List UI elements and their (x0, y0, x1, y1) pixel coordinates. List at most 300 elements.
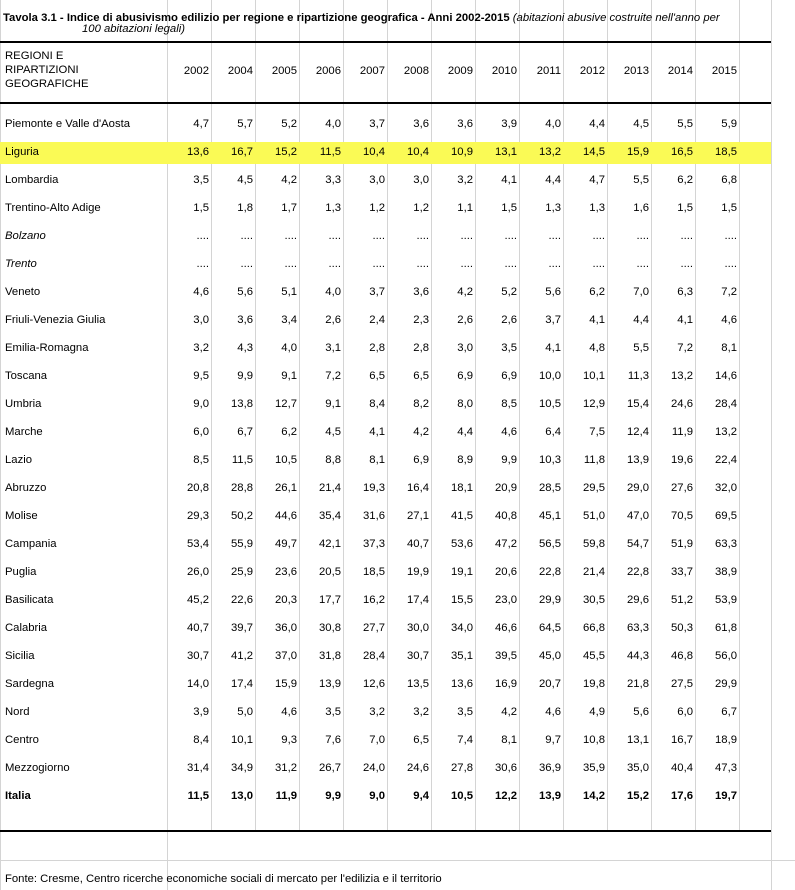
value-cell: 4,6 (501, 426, 517, 438)
value-cell: 8,9 (457, 454, 473, 466)
value-cell: 29,0 (627, 482, 649, 494)
value-cell: 2,8 (369, 342, 385, 354)
value-cell: 4,0 (325, 118, 341, 130)
value-cell: 53,6 (451, 538, 473, 550)
region-name: Bolzano (5, 230, 46, 242)
value-cell: 5,2 (281, 118, 297, 130)
value-cell: 9,0 (369, 790, 385, 802)
value-cell: 8,8 (325, 454, 341, 466)
value-cell: 3,5 (501, 342, 517, 354)
year-header-cell: 2012 (579, 65, 605, 77)
value-cell: 26,1 (275, 482, 297, 494)
value-cell: 24,6 (671, 398, 693, 410)
value-cell: 15,9 (627, 146, 649, 158)
value-cell: 6,5 (413, 734, 429, 746)
value-cell: 12,2 (495, 790, 517, 802)
value-cell: 6,7 (237, 426, 253, 438)
value-cell: .... (460, 230, 473, 242)
value-cell: 66,8 (583, 622, 605, 634)
value-cell: 13,5 (407, 678, 429, 690)
value-cell: 3,9 (501, 118, 517, 130)
value-cell: 30,7 (187, 650, 209, 662)
source-note: Fonte: Cresme, Centro ricerche economiche sociali di mercato per l'edilizia e il territorio (5, 873, 442, 885)
year-header-cell: 2010 (491, 65, 517, 77)
header-top-rule (0, 41, 771, 43)
value-cell: 3,6 (413, 118, 429, 130)
value-cell: .... (592, 258, 605, 270)
value-cell: 47,0 (627, 510, 649, 522)
value-cell: 35,4 (319, 510, 341, 522)
value-cell: 6,9 (413, 454, 429, 466)
value-cell: 4,2 (281, 174, 297, 186)
value-cell: 13,1 (495, 146, 517, 158)
table-row (0, 678, 771, 706)
value-cell: 1,2 (413, 202, 429, 214)
value-cell: 17,7 (319, 594, 341, 606)
value-cell: 22,6 (231, 594, 253, 606)
table-title-main: Tavola 3.1 - Indice di abusivismo edilizio per regione e ripartizione geografica - Anni 2002-2015 (3, 12, 510, 24)
value-cell: 6,3 (677, 286, 693, 298)
value-cell: .... (636, 258, 649, 270)
value-cell: 2,8 (413, 342, 429, 354)
value-cell: 54,7 (627, 538, 649, 550)
value-cell: 3,5 (325, 706, 341, 718)
value-cell: 53,9 (715, 594, 737, 606)
table-row (0, 286, 771, 314)
value-cell: 6,8 (721, 174, 737, 186)
value-cell: 15,2 (275, 146, 297, 158)
value-cell: 10,9 (451, 146, 473, 158)
value-cell: 18,9 (715, 734, 737, 746)
value-cell: 21,4 (319, 482, 341, 494)
value-cell: 3,7 (369, 118, 385, 130)
value-cell: 15,2 (627, 790, 649, 802)
value-cell: 13,6 (187, 146, 209, 158)
value-cell: 70,5 (671, 510, 693, 522)
value-cell: 9,1 (325, 398, 341, 410)
value-cell: 39,7 (231, 622, 253, 634)
value-cell: 31,6 (363, 510, 385, 522)
value-cell: 3,6 (413, 286, 429, 298)
table-row (0, 482, 771, 510)
value-cell: 30,8 (319, 622, 341, 634)
value-cell: 6,4 (545, 426, 561, 438)
value-cell: 4,2 (457, 286, 473, 298)
value-cell: 14,5 (583, 146, 605, 158)
value-cell: 42,1 (319, 538, 341, 550)
table-row (0, 426, 771, 454)
value-cell: 30,6 (495, 762, 517, 774)
value-cell: 12,7 (275, 398, 297, 410)
header-label-line: REGIONI E (5, 50, 64, 62)
value-cell: 6,5 (369, 370, 385, 382)
value-cell: 2,4 (369, 314, 385, 326)
value-cell: 15,4 (627, 398, 649, 410)
value-cell: 4,1 (677, 314, 693, 326)
value-cell: 9,9 (237, 370, 253, 382)
value-cell: 17,4 (407, 594, 429, 606)
value-cell: 9,3 (281, 734, 297, 746)
value-cell: 13,9 (627, 454, 649, 466)
value-cell: 11,5 (231, 454, 253, 466)
region-name: Toscana (5, 370, 48, 382)
value-cell: .... (460, 258, 473, 270)
value-cell: 16,2 (363, 594, 385, 606)
value-cell: 11,9 (671, 426, 693, 438)
value-cell: 30,5 (583, 594, 605, 606)
value-cell: 13,2 (671, 370, 693, 382)
value-cell: 69,5 (715, 510, 737, 522)
value-cell: 3,1 (325, 342, 341, 354)
value-cell: 33,7 (671, 566, 693, 578)
region-column-header (5, 49, 165, 91)
value-cell: 3,0 (193, 314, 209, 326)
value-cell: 1,7 (281, 202, 297, 214)
value-cell: 4,0 (281, 342, 297, 354)
value-cell: 10,5 (539, 398, 561, 410)
value-cell: 44,6 (275, 510, 297, 522)
value-cell: 9,9 (325, 790, 341, 802)
region-name: Trento (5, 258, 37, 270)
value-cell: 3,5 (193, 174, 209, 186)
value-cell: 10,5 (275, 454, 297, 466)
value-cell: 10,1 (231, 734, 253, 746)
year-header-cell: 2005 (271, 65, 297, 77)
value-cell: 6,0 (193, 426, 209, 438)
value-cell: 24,0 (363, 762, 385, 774)
region-name: Piemonte e Valle d'Aosta (5, 118, 131, 130)
value-cell: 3,6 (457, 118, 473, 130)
value-cell: 4,6 (281, 706, 297, 718)
value-cell: 50,3 (671, 622, 693, 634)
value-cell: 5,6 (633, 706, 649, 718)
value-cell: 4,1 (501, 174, 517, 186)
value-cell: 20,7 (539, 678, 561, 690)
table-row (0, 174, 771, 202)
value-cell: 21,4 (583, 566, 605, 578)
region-name: Calabria (5, 622, 48, 634)
value-cell: 8,1 (721, 342, 737, 354)
header-label-line: GEOGRAFICHE (5, 78, 89, 90)
region-name: Emilia-Romagna (5, 342, 89, 354)
value-cell: 4,3 (237, 342, 253, 354)
value-cell: 8,5 (193, 454, 209, 466)
value-cell: 7,4 (457, 734, 473, 746)
value-cell: 22,8 (539, 566, 561, 578)
value-cell: 2,3 (413, 314, 429, 326)
value-cell: 14,6 (715, 370, 737, 382)
value-cell: 7,6 (325, 734, 341, 746)
value-cell: 7,0 (633, 286, 649, 298)
value-cell: 4,5 (237, 174, 253, 186)
value-cell: 9,1 (281, 370, 297, 382)
value-cell: 6,0 (677, 706, 693, 718)
value-cell: 11,8 (583, 454, 605, 466)
value-cell: 5,6 (237, 286, 253, 298)
value-cell: 12,4 (627, 426, 649, 438)
value-cell: 27,8 (451, 762, 473, 774)
region-name: Veneto (5, 286, 41, 298)
value-cell: .... (240, 258, 253, 270)
value-cell: 35,9 (583, 762, 605, 774)
value-cell: 29,6 (627, 594, 649, 606)
value-cell: 14,0 (187, 678, 209, 690)
value-cell: 46,6 (495, 622, 517, 634)
value-cell: .... (504, 258, 517, 270)
value-cell: 7,5 (589, 426, 605, 438)
value-cell: 18,1 (451, 482, 473, 494)
value-cell: 4,0 (325, 286, 341, 298)
table-row (0, 258, 771, 286)
value-cell: 15,9 (275, 678, 297, 690)
value-cell: 7,0 (369, 734, 385, 746)
region-name: Molise (5, 510, 38, 522)
value-cell: 4,5 (325, 426, 341, 438)
table-row (0, 230, 771, 258)
value-cell: 47,3 (715, 762, 737, 774)
value-cell: 11,5 (319, 146, 341, 158)
value-cell: 11,5 (187, 790, 209, 802)
value-cell: .... (372, 258, 385, 270)
value-cell: 4,7 (589, 174, 605, 186)
value-cell: .... (680, 258, 693, 270)
value-cell: .... (284, 230, 297, 242)
value-cell: 3,4 (281, 314, 297, 326)
value-cell: 1,2 (369, 202, 385, 214)
value-cell: 3,7 (369, 286, 385, 298)
value-cell: 7,2 (677, 342, 693, 354)
value-cell: 34,0 (451, 622, 473, 634)
value-cell: 56,5 (539, 538, 561, 550)
value-cell: 20,3 (275, 594, 297, 606)
value-cell: 10,0 (539, 370, 561, 382)
value-cell: 64,5 (539, 622, 561, 634)
region-name: Lazio (5, 454, 33, 466)
value-cell: 45,1 (539, 510, 561, 522)
year-header-cell: 2004 (227, 65, 253, 77)
value-cell: 22,4 (715, 454, 737, 466)
value-cell: 29,9 (715, 678, 737, 690)
region-name: Sardegna (5, 678, 54, 690)
value-cell: 8,2 (413, 398, 429, 410)
value-cell: 13,6 (451, 678, 473, 690)
table-row (0, 650, 771, 678)
region-name: Lombardia (5, 174, 59, 186)
value-cell: 39,5 (495, 650, 517, 662)
value-cell: 4,2 (501, 706, 517, 718)
value-cell: 19,7 (715, 790, 737, 802)
value-cell: 13,9 (539, 790, 561, 802)
value-cell: 20,6 (495, 566, 517, 578)
table-row (0, 342, 771, 370)
year-header-cell: 2002 (183, 65, 209, 77)
value-cell: 40,7 (407, 538, 429, 550)
value-cell: 8,1 (369, 454, 385, 466)
region-name: Marche (5, 426, 43, 438)
region-name: Umbria (5, 398, 42, 410)
value-cell: .... (680, 230, 693, 242)
value-cell: 8,1 (501, 734, 517, 746)
value-cell: 12,6 (363, 678, 385, 690)
value-cell: 38,9 (715, 566, 737, 578)
value-cell: 11,3 (627, 370, 649, 382)
value-cell: 63,3 (715, 538, 737, 550)
value-cell: 4,4 (633, 314, 649, 326)
value-cell: 63,3 (627, 622, 649, 634)
value-cell: 36,0 (275, 622, 297, 634)
table-row (0, 594, 771, 622)
value-cell: 19,1 (451, 566, 473, 578)
value-cell: 35,0 (627, 762, 649, 774)
value-cell: 21,8 (627, 678, 649, 690)
value-cell: 1,5 (193, 202, 209, 214)
value-cell: 4,4 (545, 174, 561, 186)
value-cell: 20,8 (187, 482, 209, 494)
value-cell: 11,9 (275, 790, 297, 802)
value-cell: 6,2 (589, 286, 605, 298)
value-cell: 4,5 (633, 118, 649, 130)
region-name: Campania (5, 538, 57, 550)
value-cell: 53,4 (187, 538, 209, 550)
value-cell: 29,9 (539, 594, 561, 606)
table-row (0, 538, 771, 566)
year-header-cell: 2015 (711, 65, 737, 77)
value-cell: 3,5 (457, 706, 473, 718)
value-cell: 59,8 (583, 538, 605, 550)
value-cell: 45,5 (583, 650, 605, 662)
value-cell: 5,9 (721, 118, 737, 130)
value-cell: 6,9 (501, 370, 517, 382)
value-cell: 20,9 (495, 482, 517, 494)
value-cell: 50,2 (231, 510, 253, 522)
region-name: Italia (5, 790, 31, 802)
year-header-cell: 2007 (359, 65, 385, 77)
value-cell: 14,2 (583, 790, 605, 802)
value-cell: .... (328, 258, 341, 270)
value-cell: 4,7 (193, 118, 209, 130)
value-cell: 49,7 (275, 538, 297, 550)
table-row (0, 790, 771, 818)
value-cell: 55,9 (231, 538, 253, 550)
table-row (0, 370, 771, 398)
value-cell: 13,2 (715, 426, 737, 438)
value-cell: 26,0 (187, 566, 209, 578)
value-cell: 9,9 (501, 454, 517, 466)
value-cell: 1,1 (457, 202, 473, 214)
region-name: Sicilia (5, 650, 35, 662)
footer-rule (0, 860, 795, 861)
value-cell: 6,2 (677, 174, 693, 186)
value-cell: 9,0 (193, 398, 209, 410)
value-cell: 10,5 (451, 790, 473, 802)
table-row (0, 566, 771, 594)
value-cell: 28,8 (231, 482, 253, 494)
value-cell: 7,2 (721, 286, 737, 298)
value-cell: .... (548, 230, 561, 242)
value-cell: 6,7 (721, 706, 737, 718)
table-row (0, 622, 771, 650)
value-cell: 19,9 (407, 566, 429, 578)
value-cell: 28,4 (363, 650, 385, 662)
value-cell: 46,8 (671, 650, 693, 662)
value-cell: 28,5 (539, 482, 561, 494)
value-cell: 19,6 (671, 454, 693, 466)
value-cell: 13,8 (231, 398, 253, 410)
value-cell: 4,2 (413, 426, 429, 438)
value-cell: .... (416, 230, 429, 242)
value-cell: 45,0 (539, 650, 561, 662)
value-cell: 40,4 (671, 762, 693, 774)
value-cell: 10,8 (583, 734, 605, 746)
value-cell: 3,2 (369, 706, 385, 718)
value-cell: .... (504, 230, 517, 242)
value-cell: 5,2 (501, 286, 517, 298)
value-cell: 4,6 (193, 286, 209, 298)
value-cell: 4,9 (589, 706, 605, 718)
value-cell: 16,9 (495, 678, 517, 690)
value-cell: 24,6 (407, 762, 429, 774)
table-row (0, 510, 771, 538)
value-cell: 44,3 (627, 650, 649, 662)
value-cell: 51,9 (671, 538, 693, 550)
table-row (0, 314, 771, 342)
value-cell: .... (284, 258, 297, 270)
year-header-cell: 2008 (403, 65, 429, 77)
value-cell: 17,6 (671, 790, 693, 802)
value-cell: 13,2 (539, 146, 561, 158)
value-cell: .... (548, 258, 561, 270)
value-cell: 6,5 (413, 370, 429, 382)
value-cell: 45,2 (187, 594, 209, 606)
table-row (0, 202, 771, 230)
table-row (0, 762, 771, 790)
table-row (0, 734, 771, 762)
value-cell: 1,3 (325, 202, 341, 214)
value-cell: 27,7 (363, 622, 385, 634)
year-header-cell: 2014 (667, 65, 693, 77)
value-cell: 5,5 (633, 174, 649, 186)
value-cell: 3,2 (457, 174, 473, 186)
value-cell: 3,3 (325, 174, 341, 186)
value-cell: 6,2 (281, 426, 297, 438)
value-cell: 40,8 (495, 510, 517, 522)
region-name: Centro (5, 734, 39, 746)
value-cell: 2,6 (325, 314, 341, 326)
region-name: Mezzogiorno (5, 762, 70, 774)
value-cell: 36,9 (539, 762, 561, 774)
value-cell: 13,1 (627, 734, 649, 746)
value-cell: 5,1 (281, 286, 297, 298)
value-cell: 4,1 (369, 426, 385, 438)
header-bottom-rule (0, 102, 771, 104)
value-cell: 56,0 (715, 650, 737, 662)
value-cell: 1,3 (545, 202, 561, 214)
value-cell: 18,5 (363, 566, 385, 578)
value-cell: 1,5 (501, 202, 517, 214)
value-cell: .... (592, 230, 605, 242)
value-cell: .... (196, 258, 209, 270)
value-cell: 4,0 (545, 118, 561, 130)
value-cell: 2,6 (501, 314, 517, 326)
value-cell: 1,6 (633, 202, 649, 214)
value-cell: 22,8 (627, 566, 649, 578)
value-cell: 51,2 (671, 594, 693, 606)
value-cell: 4,1 (545, 342, 561, 354)
value-cell: 3,7 (545, 314, 561, 326)
table-row (0, 706, 771, 734)
value-cell: 10,4 (363, 146, 385, 158)
value-cell: 31,4 (187, 762, 209, 774)
